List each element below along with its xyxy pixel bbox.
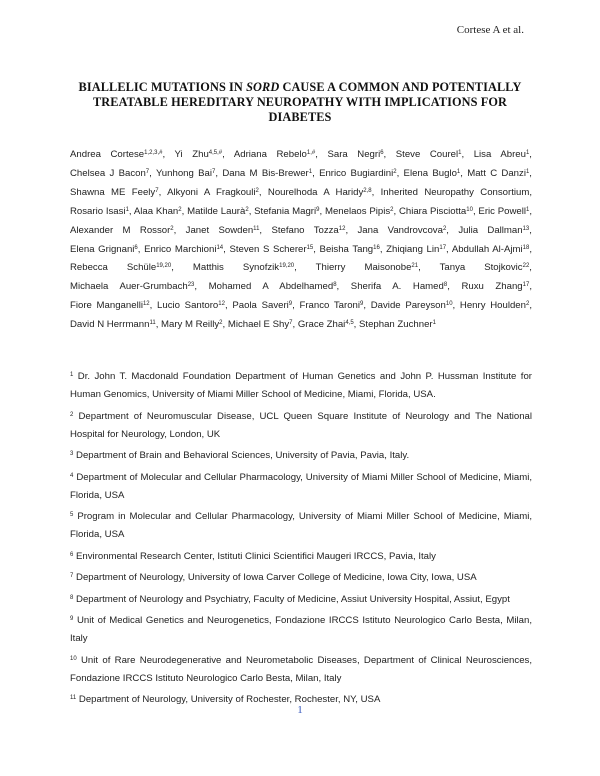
author-name: Alaa Khan xyxy=(133,205,179,217)
author-affiliation-marker: 7 xyxy=(212,168,216,175)
author-affiliation-marker: 1,2,3,# xyxy=(144,150,163,156)
author-affiliation-marker: 10 xyxy=(466,206,473,213)
author xyxy=(193,262,294,273)
author-affiliation-marker: 13 xyxy=(522,225,530,232)
author-name: Rosario Isasi xyxy=(70,205,126,217)
author xyxy=(161,319,222,330)
author-affiliation-marker: 2,8 xyxy=(363,187,372,194)
author-affiliation-marker: 19,20 xyxy=(279,263,295,270)
affiliation-number: 11 xyxy=(70,695,77,701)
author-name: Grace Zhai xyxy=(297,319,346,331)
author-affiliation-marker: 17 xyxy=(439,244,447,251)
author-name: Steve Courel xyxy=(395,149,459,160)
affiliation-text: Dr. John T. Macdonald Foundation Department of Human Genetics and John P. Hussman Institute for Human Genomics, University of Miami Miller School of Medicine, Miami, Florida, USA. xyxy=(70,371,532,400)
author-name: Alkyoni A Fragkouli xyxy=(167,186,256,198)
author xyxy=(300,300,364,311)
running-head: Cortese A et al. xyxy=(456,24,524,36)
author-affiliation-marker: 2 xyxy=(442,225,447,232)
author-name: Dana M Bis-Brewer xyxy=(222,167,309,179)
affiliation-number: 1 xyxy=(70,372,74,378)
author xyxy=(70,244,138,255)
author-affiliation-marker: 22 xyxy=(522,263,530,270)
author xyxy=(404,168,461,179)
author xyxy=(156,168,215,179)
author xyxy=(359,319,436,330)
author-affiliation-marker: 1 xyxy=(308,168,313,175)
affiliation-number: 5 xyxy=(70,512,74,518)
author-affiliation-marker: 19,20 xyxy=(156,263,172,270)
author xyxy=(232,300,292,311)
author-name: Mary M Reilly xyxy=(161,319,220,331)
author-affiliation-marker: 12 xyxy=(142,301,150,308)
author xyxy=(70,187,159,198)
affiliation-number: 4 xyxy=(70,472,74,479)
author-affiliation-marker: 7 xyxy=(145,168,150,175)
affiliation-number: 7 xyxy=(70,573,74,579)
affiliation xyxy=(70,368,532,404)
author xyxy=(357,225,446,236)
author xyxy=(399,206,473,217)
author xyxy=(70,149,162,160)
author xyxy=(386,244,446,255)
author-name: Matilde Laurà xyxy=(187,205,246,217)
author-name: Enrico Marchioni xyxy=(144,243,217,255)
affiliation-text: Program in Molecular and Cellular Pharmacology, University of Miami Miller School of Medicine, Miami, Florida, USA xyxy=(70,511,532,540)
author-affiliation-marker: 1,# xyxy=(306,150,316,156)
author-name: Menelaos Pipis xyxy=(324,205,391,217)
author xyxy=(186,225,260,236)
author xyxy=(175,149,223,160)
title-gene-name: SORD xyxy=(246,80,280,94)
author-name: Andrea Cortese xyxy=(70,149,145,160)
affiliation-text: Unit of Medical Genetics and Neurogenetics, Fondazione IRCCS Istituto Neurologico Carlo Besta, Milan, Italy xyxy=(70,615,532,644)
author-name: Julia Dallman xyxy=(458,224,523,236)
affiliation xyxy=(70,447,532,465)
affiliation-text: Unit of Rare Neurodegenerative and Neurometabolic Diseases, Department of Clinical Neurosciences, Fondazione IRCCS Istituto Neurologico Carlo Besta, Milan, Italy xyxy=(70,654,532,684)
author xyxy=(452,244,530,255)
author-name: Yi Zhu xyxy=(174,149,209,160)
author-affiliation-marker: 1 xyxy=(525,150,530,156)
author-name: Sherifa A. Hamed xyxy=(350,281,444,293)
affiliation-text: Department of Brain and Behavioral Sciences, University of Pavia, Pavia, Italy. xyxy=(76,450,410,461)
author-name: Mohamed A Abdelhamed xyxy=(208,281,334,293)
author xyxy=(396,149,462,160)
author-affiliation-marker: 2 xyxy=(219,320,223,327)
author-name: Elena Buglo xyxy=(403,167,457,179)
author xyxy=(440,262,530,273)
affiliation-number: 2 xyxy=(70,411,74,418)
author xyxy=(70,206,129,217)
author-name: Michaela Auer-Grumbach xyxy=(70,281,188,293)
affiliation-list xyxy=(70,368,532,713)
affiliation xyxy=(70,508,532,544)
affiliation-text: Department of Neuromuscular Disease, UCL Queen Square Institute of Neurology and The National Hospital for Neurology, London, UK xyxy=(70,410,533,440)
affiliation xyxy=(70,469,532,505)
author-affiliation-marker: 1 xyxy=(526,206,530,213)
author-name: Nourelhoda A Haridy xyxy=(267,186,364,198)
author-affiliation-marker: 12 xyxy=(218,301,225,308)
affiliation xyxy=(70,612,532,648)
author xyxy=(254,206,319,217)
author-name: David N Herrmann xyxy=(70,319,150,331)
author-name: Fiore Manganelli xyxy=(70,300,143,312)
author-affiliation-marker: 9 xyxy=(316,206,320,213)
author-affiliation-marker: 2 xyxy=(525,301,530,308)
author xyxy=(474,149,530,160)
author xyxy=(327,149,383,160)
author-affiliation-marker: 4,5 xyxy=(345,320,354,327)
author-list: Andrea Cortese$^{1,2,3,\#}$, Yi Zhu$^{4,5,\#}$, Adriana Rebelo$^{1,\#}$, Sara Negri$^6$, Steve Courel$^1$, Lisa Abreu$^1$, Chelsea J Bacon$^7$, Yunhong Bai$^7$, Dana M Bis-Brewer$^1$, Enrico Bugiardini$^2$, Elena Buglo$^1$, Matt C Danzi$^1$, Shawna ME Feely$^7$, Alkyoni A Fragkouli$^2$, Nourelhoda A Haridy$^{2,8}$, Inherited Neuropathy Consortium, Rosario Isasi$^1$, Alaa Khan$^2$, Matilde Laurà$^2$, Stefania Magri$^9$, Menelaos Pipis$^2$, Chiara Pisciotta$^{10}$, Eric Powell$^1$, Alexander M Rossor$^2$, Janet Sowden$^{11}$, Stefano Tozza$^{12}$, Jana Vandrovcova$^2$, Julia Dallman$^{13}$, Elena Grignani$^6$, Enrico Marchioni$^{14}$, Steven S Scherer$^{15}$, Beisha Tang$^{16}$, Zhiqiang Lin$^{17}$, Abdullah Al-Ajmi$^{18}$, Rebecca Schüle$^{19,20}$, Matthis Synofzik$^{19,20}$, Thierry Maisonobe$^{21}$, Tanya Stojkovic$^{22}$, Michaela Auer-Grumbach$^{23}$, Mohamed A Abdelhamed$^8$, Sherifa A. Hamed$^8$, Ruxu Zhang$^{17}$, Fiore Manganelli$^{12}$, Lucio Santoro$^{12}$, Paola Saveri$^9$, Franco Taroni$^9$, Davide Pareyson$^{10}$, Henry Houlden$^2$, David N Herrmann$^{11}$, Mary M Reilly$^2$, Michael E Shy$^7$, Grace Zhai$^{4,5}$, Stephan Zuchner$^1$ xyxy=(70,149,533,331)
author-name: Davide Pareyson xyxy=(370,300,446,312)
author xyxy=(478,206,529,217)
author-name: Rebecca Schüle xyxy=(70,262,157,274)
author-name: Thierry Maisonobe xyxy=(315,262,412,274)
author-affiliation-marker: 8 xyxy=(333,282,337,289)
author-affiliation-marker: 2 xyxy=(390,206,394,213)
author xyxy=(134,206,182,217)
author xyxy=(70,319,156,330)
author-name: Jana Vandrovcova xyxy=(357,224,443,236)
author xyxy=(222,168,312,179)
author-name: Stefano Tozza xyxy=(271,224,339,236)
author xyxy=(351,281,447,292)
affiliation-number: 9 xyxy=(70,616,74,622)
author-affiliation-marker: 2 xyxy=(255,187,259,194)
author-name: Tanya Stojkovic xyxy=(439,262,523,274)
author-affiliation-marker: 15 xyxy=(306,244,314,251)
affiliation xyxy=(70,569,532,587)
author-affiliation-marker: 6 xyxy=(380,150,384,156)
author-name: Shawna ME Feely xyxy=(70,186,156,198)
author-name: Steven S Scherer xyxy=(229,243,307,255)
author-affiliation-marker: 7 xyxy=(155,187,159,194)
author-name: Sara Negri xyxy=(327,149,381,160)
author-affiliation-marker: 12 xyxy=(338,225,346,232)
author-name: Beisha Tang xyxy=(319,243,374,255)
author-name: Eric Powell xyxy=(478,205,526,217)
author-affiliation-marker: 11 xyxy=(149,320,156,327)
affiliation xyxy=(70,408,532,444)
author-affiliation-marker: 1 xyxy=(525,168,530,175)
author-name: Michael E Shy xyxy=(227,319,290,331)
author-affiliation-marker: 23 xyxy=(187,282,195,289)
author-affiliation-marker: 17 xyxy=(522,282,530,289)
author-name: Chelsea J Bacon xyxy=(70,167,146,179)
author xyxy=(70,168,149,179)
author-name: Lucio Santoro xyxy=(157,300,219,312)
author xyxy=(144,244,223,255)
author-name: Elena Grignani xyxy=(70,243,135,255)
author-name: Inherited Neuropathy Consortium xyxy=(380,186,530,198)
author-affiliation-marker: 4,5,# xyxy=(208,150,223,156)
affiliation xyxy=(70,652,532,688)
paper-title xyxy=(60,80,540,125)
author-affiliation-marker: 10 xyxy=(445,301,453,308)
author-name: Enrico Bugiardini xyxy=(319,167,394,179)
author-name: Alexander M Rossor xyxy=(70,224,171,236)
affiliation-text: Department of Neurology and Psychiatry, Faculty of Medicine, Assiut University Hospital, Assiut, Egypt xyxy=(76,593,510,605)
author-name: Abdullah Al-Ajmi xyxy=(451,243,523,255)
author xyxy=(458,225,529,236)
affiliation-text: Department of Neurology, University of Rochester, Rochester, NY, USA xyxy=(78,694,381,705)
author xyxy=(187,206,249,217)
author-affiliation-marker: 11 xyxy=(253,225,260,232)
affiliation-number: 3 xyxy=(70,451,74,457)
author-affiliation-marker: 16 xyxy=(373,244,380,251)
author-affiliation-marker: 6 xyxy=(134,244,138,251)
author xyxy=(70,300,150,311)
author-affiliation-marker: 9 xyxy=(360,301,364,308)
author xyxy=(371,300,453,311)
affiliation-text: Department of Molecular and Cellular Pharmacology, University of Miami Miller School of Medicine, Miami, Florida, USA xyxy=(70,471,532,501)
author-name: Lisa Abreu xyxy=(473,149,526,160)
affiliation-text: Environmental Research Center, Istituti Clinici Scientifici Maugeri IRCCS, Pavia, Italy xyxy=(76,550,436,562)
author xyxy=(157,300,225,311)
author xyxy=(70,281,194,292)
author-affiliation-marker: 2 xyxy=(393,168,397,175)
author-name: Stephan Zuchner xyxy=(359,319,433,331)
author-name: Yunhong Bai xyxy=(155,167,212,179)
author xyxy=(461,281,529,292)
author-name: Franco Taroni xyxy=(299,300,361,312)
author-name: Adriana Rebelo xyxy=(233,149,307,160)
author xyxy=(325,206,394,217)
author-affiliation-marker: 14 xyxy=(216,244,224,251)
affiliation-number: 6 xyxy=(70,551,74,558)
author xyxy=(70,225,174,236)
author-name: Stefania Magri xyxy=(254,205,317,217)
title-text-end: CAUSE A COMMON AND POTENTIALLY TREATABLE HEREDITARY NEUROPATHY WITH IMPLICATIONS FOR DIABETES xyxy=(92,80,522,124)
affiliation xyxy=(70,548,532,566)
author xyxy=(70,262,171,273)
author xyxy=(229,244,313,255)
author-affiliation-marker: 1 xyxy=(432,320,436,327)
author-affiliation-marker: 2 xyxy=(178,206,182,213)
author xyxy=(209,281,337,292)
author-name: Zhiqiang Lin xyxy=(386,243,440,255)
author-affiliation-marker: 1 xyxy=(458,150,462,156)
affiliation xyxy=(70,591,532,609)
author-affiliation-marker: 7 xyxy=(289,320,293,327)
affiliation-number: 8 xyxy=(70,594,74,601)
author xyxy=(298,319,354,330)
author-name: Matt C Danzi xyxy=(467,167,526,179)
author-affiliation-marker: 9 xyxy=(288,301,293,308)
author-name: Janet Sowden xyxy=(185,224,254,236)
affiliation-number: 10 xyxy=(70,655,77,662)
author-affiliation-marker: 18 xyxy=(522,244,530,251)
author-name: Henry Houlden xyxy=(459,300,526,312)
author xyxy=(167,187,259,198)
author-affiliation-marker: 2 xyxy=(245,206,249,213)
author-affiliation-marker: 1 xyxy=(125,206,129,213)
author xyxy=(234,149,315,160)
author xyxy=(316,262,418,273)
author xyxy=(460,300,529,311)
author xyxy=(319,168,397,179)
title-text-start: BIALLELIC MUTATIONS IN xyxy=(78,80,247,94)
author-name: Ruxu Zhang xyxy=(461,281,523,293)
author-affiliation-marker: 2 xyxy=(170,225,174,232)
author-affiliation-marker: 21 xyxy=(411,263,419,270)
author-name: Chiara Pisciotta xyxy=(398,205,467,217)
author-affiliation-marker: 8 xyxy=(443,282,448,289)
author xyxy=(467,168,529,179)
page-number: 1 xyxy=(297,704,303,716)
author xyxy=(271,225,345,236)
author-affiliation-marker: 1 xyxy=(456,168,461,175)
author xyxy=(268,187,372,198)
author xyxy=(320,244,380,255)
affiliation-text: Department of Neurology, University of Iowa Carver College of Medicine, Iowa City, Iowa, USA xyxy=(76,572,477,583)
author xyxy=(381,187,530,198)
author-name: Matthis Synofzik xyxy=(192,262,280,274)
author-name: Paola Saveri xyxy=(232,300,289,312)
author xyxy=(228,319,293,330)
